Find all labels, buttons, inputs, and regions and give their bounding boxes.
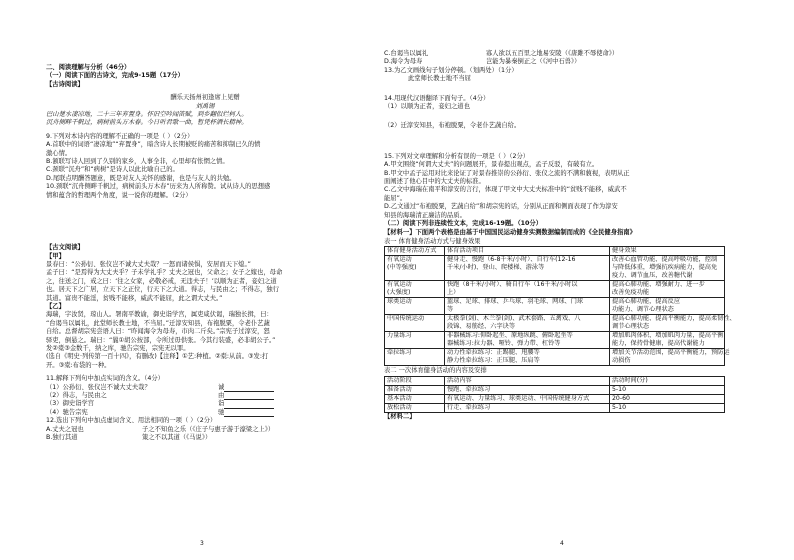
table-header-cell: 活动时间(分) — [610, 376, 725, 385]
q9-option-a-cont: 激心情。 — [46, 149, 72, 157]
q12-c-left: C.台谒当以属礼 — [384, 50, 429, 57]
q15-option-d: D.乙文通过“布袍脱粟，艺蔬自给”和胡宗宪的话，分别从正面和侧面表现了作为淳安 — [384, 203, 618, 211]
passage-yi-line: 海瑞，字汝贤，琼山人。署南平教谕，御史诣学宫，属吏咸伏谒，瑞独长揖，曰： — [46, 311, 273, 319]
table-row — [385, 281, 725, 298]
page-number-left: 3 — [200, 540, 204, 547]
q11-item-text: （1）公孙衍、张仪岂不诚大丈夫哉？ — [46, 383, 151, 391]
q15-option-a: A.甲文围绕“何谓大丈夫”的问题展开，景春提出观点，孟子反驳，有破有立。 — [384, 161, 599, 169]
table-cell — [385, 349, 445, 366]
table-row — [385, 349, 725, 366]
cell-line: 增加肌肉体积，增加肌肉力量，提高平衡 — [612, 332, 724, 340]
q12-a-left: A.丈夫之冠也 — [46, 425, 84, 433]
q12-option-d — [384, 58, 748, 66]
question-13: 13.为乙文画线句子划分停顿。（划两处）（1分） — [384, 66, 518, 74]
cell-line: 动损伤 — [612, 357, 631, 365]
question-12: 12.选出下列句中加点虚词含义、用法相同的一项（ ）（2分） — [46, 417, 217, 425]
cell-line: 有氧运动 — [387, 281, 412, 289]
q15-option-b: B.甲文中孟子运用对比来论证了对景春推崇的公孙衍、张仪之流的不满和藐视，表明从正 — [384, 169, 630, 177]
q11-answer-blank[interactable] — [224, 401, 274, 409]
table-cell — [445, 349, 610, 366]
table-cell: 有氧运动、力量练习、球类运动、中国传统健身方式 — [445, 394, 610, 403]
q13-sentence: 此堂师长教士地不当屈 — [408, 75, 471, 83]
q12-a-right: 子之不知鱼之乐（《庄子与惠子游于濠梁之上》） — [142, 425, 275, 433]
q11-answer-blank[interactable] — [224, 384, 274, 392]
table-cell — [385, 256, 445, 281]
poem-title: 酬乐天扬州初逢席上见赠 — [170, 94, 240, 102]
poem-line-1: 巴山楚水凄凉地，二十三年弃置身。怀旧空吟闻笛赋，到乡翻似烂柯人。 — [46, 111, 248, 119]
table-cell — [445, 332, 610, 349]
cell-line: 功能力、调节心理状态 — [612, 306, 674, 314]
table-cell — [445, 281, 610, 298]
q12-option-b — [46, 434, 364, 442]
q12-b-right: 策之不以其道（《马说》） — [142, 434, 212, 442]
q15-option-c: C.乙文中海瑞在南平和淳安的言行，体现了甲文中大丈夫标准中的“贫贱不能移，威武不 — [384, 186, 627, 194]
cell-line: (中等强度) — [387, 264, 417, 272]
question-10: 10.颈联“沉舟侧畔千帆过，病树前头万木春”历来为人所称赞。试从诗人的思想感 — [46, 183, 271, 191]
cell-line: 段锦、易筋经、六字诀等 — [447, 323, 516, 331]
table-header-row — [385, 376, 725, 385]
passage-jia-tag: 【甲】 — [46, 252, 65, 260]
table-row — [385, 385, 725, 394]
poem-tag: 【古诗阅读】 — [46, 80, 84, 88]
table-cell — [610, 332, 725, 349]
table-row — [385, 394, 725, 403]
table-cell — [385, 332, 445, 349]
table-cell: 5-10 — [610, 385, 725, 394]
table-cell — [610, 349, 730, 366]
left-column — [46, 0, 364, 560]
right-column — [384, 0, 748, 560]
q12-d-right: 岂能为暴秦倒正之（《河中石兽》） — [486, 58, 581, 66]
table-header-cell: 健身效果 — [610, 247, 725, 256]
q9-option-c: C.颈联“沉舟”和“病树”是诗人以此比喻自己的。 — [46, 166, 179, 174]
passage-yi-line: 驿吏，倒悬之。瑞曰：“曩①胡公按部，令所过毋供张。今其行装盛，必非胡公子。” — [46, 336, 276, 344]
cell-line: 增加关节活动范围，提高平衡能力，预防运 — [612, 349, 730, 357]
q9-option-d: D.尾联点明酬答题意，既是对友人关怀的感谢，也是与友人的共勉。 — [46, 174, 236, 182]
cell-line: 牵拉练习 — [387, 349, 412, 357]
cell-line: 器械练习:拉力器、哑铃、弹力带、杠铃等 — [447, 340, 561, 348]
table-cell: 慢跑、牵拉练习 — [445, 385, 610, 394]
cell-line: 能力，保持骨健康，提高代谢能力 — [612, 340, 705, 348]
page-number-right: 4 — [560, 540, 564, 547]
passage-jia-line: 之，往送之门，戒之曰：‘往之女家，必敬必戒，无违夫子！’以顺为正者，妾妇之道 — [46, 277, 277, 285]
cell-line: 快跑（8千米/小时）、骑自行车（16千米/小时以 — [447, 281, 578, 289]
q11-item — [46, 384, 364, 392]
q11-item — [46, 409, 364, 417]
cell-line: 上） — [447, 289, 460, 297]
passage-jia-line: 其道。富贵不能淫，贫贱不能移，威武不能屈，此之谓大丈夫。” — [46, 294, 223, 302]
cell-line: 静力性牵拉练习：正压腿、压肩等 — [447, 357, 540, 365]
question-9: 9.下列对本诗内容的理解不正确的一项是（ ）（2分） — [46, 132, 194, 140]
passage-yi — [46, 311, 364, 370]
passage-jia-line: 也。居天下之广居，立天下之正位，行天下之大道。得志，与民由之；不得志，独行 — [46, 286, 279, 294]
passage-yi-tag: 【乙】 — [46, 302, 65, 310]
cell-line: 与降低体重，增强抗疾病能力，提高免 — [612, 264, 718, 272]
table-cell — [385, 281, 445, 298]
cell-line: 力量练习 — [387, 332, 412, 340]
table-cell: 5-10 — [610, 403, 725, 412]
q9-option-b: B.颔联写诗人回到了久别的家乡，人事全非，心里却有怅惘之情。 — [46, 158, 229, 166]
question-11: 11.解释下列句中加点实词的含义。（4分） — [46, 375, 164, 383]
cell-line: 有氧运动 — [387, 256, 412, 264]
table-cell — [385, 298, 445, 315]
table-cell — [445, 298, 610, 315]
q11-answer-blank[interactable] — [224, 409, 274, 417]
passage-jia — [46, 261, 364, 303]
question-10-cont: 情和蕴含的哲理两个角度，说一说你的理解。（2分） — [46, 191, 192, 199]
table-header-row — [385, 247, 725, 256]
q11-mark: 诣 — [218, 400, 225, 408]
passage-jia-line: 孟子曰：“是焉得为大丈夫乎？子未学礼乎？丈夫之冠也，父命之；女子之嫁也，母命 — [46, 269, 283, 277]
q15-option-b-cont: 面阐述了他心目中的大丈夫的标准。 — [384, 178, 485, 186]
cell-line: 健身走、慢跑（6-8千米/小时）、自行车(12-16 — [447, 256, 576, 264]
answer-space — [46, 200, 364, 244]
table-cell — [445, 315, 610, 332]
table-header-cell: 体育活动项目 — [445, 247, 610, 256]
material-1-heading: 【材料一】下面两个表格是由基于中国国民运动健身实测数据编制而成的《全民健身指南》 — [384, 228, 636, 236]
cell-line: 动力性牵拉练习：正踢腿、甩腰等 — [447, 349, 540, 357]
q14-item-1: （1）以顺为正者，妾妇之道也 — [384, 103, 470, 111]
table-cell: 准备活动 — [385, 385, 445, 394]
q12-c-right: 寡人欲以五百里之地易安陵（《唐雎不辱使命》） — [486, 50, 619, 57]
q12-b-left: B.独行其道 — [46, 434, 78, 442]
cell-line: 中国传统运动 — [387, 315, 425, 323]
question-14: 14.用现代汉语翻译下面句子。（4分） — [384, 94, 490, 102]
passage-yi-line: “台谒当以属礼，此堂师长教士地，不当屈。”迁淳安知县，布袍脱粟，令老仆艺蔬 — [46, 319, 270, 327]
passage-yi-line: 发②橐③金数千，纳之库，驰告宗宪，宗宪无以罪。 — [46, 344, 190, 352]
table-cell — [610, 298, 725, 315]
cell-line: 改善心血管功能、提高呼吸功能，控制 — [612, 256, 718, 264]
q11-mark: 由 — [218, 392, 225, 399]
fitness-effects-table — [384, 246, 736, 366]
subsection-heading-2: （二）阅读下列非连续性文本，完成16-19题。（10分） — [384, 220, 542, 228]
q14-item-2: （2）迁淳安知县，布袍脱粟，令老仆艺蔬自给。 — [384, 122, 521, 130]
cell-line: 提高心肺功能、提高平衡能力，提高柔韧性、 — [612, 315, 736, 323]
table-cell: 20-60 — [610, 394, 725, 403]
poem-author: 刘禹锡 — [195, 102, 215, 110]
poem-line-2: 沉舟侧畔千帆过，病树前头万木春。今日听君歌一曲，暂凭杯酒长精神。 — [46, 119, 248, 127]
passage-jia-line: 景春曰：“公孙衍、张仪岂不诚大丈夫哉？一怒而诸侯惧，安居而天下熄。” — [46, 260, 251, 268]
table-cell — [610, 256, 725, 281]
table-row — [385, 332, 725, 349]
cell-line: 等 — [447, 306, 454, 314]
q11-item — [46, 400, 364, 408]
table-row — [385, 256, 725, 281]
table-header-cell: 体育健身活动方式 — [385, 247, 445, 256]
prose-tag: 【古文阅读】 — [46, 244, 84, 252]
section-heading: 二、阅读理解与分析（46分） — [46, 64, 131, 71]
q11-mark: 驰 — [218, 408, 225, 416]
cell-line: (大强度) — [387, 289, 411, 297]
table-cell: 行走、牵拉练习 — [445, 403, 610, 412]
activity-schedule-table — [384, 376, 725, 413]
table-cell: 基本活动 — [385, 394, 445, 403]
q9-option-a: A.首联中的词语“凄凉地”“弃置身”，暗含诗人长期被贬的痛苦和抑制已久的愤 — [46, 141, 261, 149]
table-row — [385, 315, 725, 332]
question-15: 15.下列对文章理解和分析有误的一项是（ ）（2分） — [384, 152, 530, 160]
passage-yi-notes: 开。③橐:布袋的一种。 — [46, 361, 111, 369]
q12-option-a — [46, 426, 364, 434]
subsection-heading-1: （一）阅读下面的古诗文，完成9-15题（17分） — [46, 72, 184, 80]
material-2-heading: 【材料二】 — [384, 412, 416, 420]
passage-yi-source: (选自《明史·列传第一百十四》，有删改)【注释】①艺:种植。②橐:从前。③发:打 — [46, 353, 269, 361]
table-header-cell: 活动内容 — [445, 376, 610, 385]
table-2-caption: 表二 一次体育健身活动的内容及安排 — [384, 367, 487, 375]
table-cell — [610, 315, 736, 332]
passage-yi-line: 自给。总督胡宗宪尝语人曰：“昨闻海令为母寿，市肉二斤矣。”宗宪子过淳安，怒 — [46, 328, 270, 336]
cell-line: 提高心肺功能，提高反应 — [612, 298, 681, 306]
cell-line: 篮球、足球、排球、乒乓球、羽毛球、网球、门球 — [447, 298, 584, 306]
cell-line: 千米/小时)、登山、爬楼梯、游泳等 — [447, 264, 545, 272]
cell-line: 球类运动 — [387, 298, 412, 306]
q11-answer-blank[interactable] — [224, 392, 274, 400]
table-row — [385, 298, 725, 315]
cell-line: 疫力、调节血压，改善糖代谢 — [612, 272, 693, 280]
cell-line: 非器械练习:仰卧起坐、原地纵跳、俯卧起坐等 — [447, 332, 573, 340]
table-cell — [445, 256, 610, 281]
q11-mark: 诚 — [218, 383, 225, 391]
cell-line: 提高心肺功能、增强耐力、进一步 — [612, 281, 705, 289]
table-header-cell: 活动阶段 — [385, 376, 445, 385]
table-row — [385, 403, 725, 412]
cell-line: 改善免疫功能 — [612, 289, 650, 297]
cell-line: 太极拳(剑)、木兰拳(剑)、武术套路、五禽戏、八 — [447, 315, 581, 323]
cell-line: 调节心理状态 — [612, 323, 650, 331]
q11-item-text: （2）得志，与民由之 — [46, 392, 107, 399]
table-cell — [385, 315, 445, 332]
q15-option-c-cont: 能屈”。 — [384, 194, 407, 202]
q11-item-text: （4）驰告宗宪 — [46, 408, 88, 416]
q15-option-d-cont: 知县的海瑞清正廉洁的品质。 — [384, 211, 466, 219]
q12-d-left: D.海令为母寿 — [384, 58, 423, 66]
table-cell — [610, 281, 725, 298]
table-1-caption: 表一 体育健身活动方式与健身效果 — [384, 237, 481, 245]
q11-item-text: （3）御史诣学宫 — [46, 400, 95, 408]
table-cell: 放松活动 — [385, 403, 445, 412]
